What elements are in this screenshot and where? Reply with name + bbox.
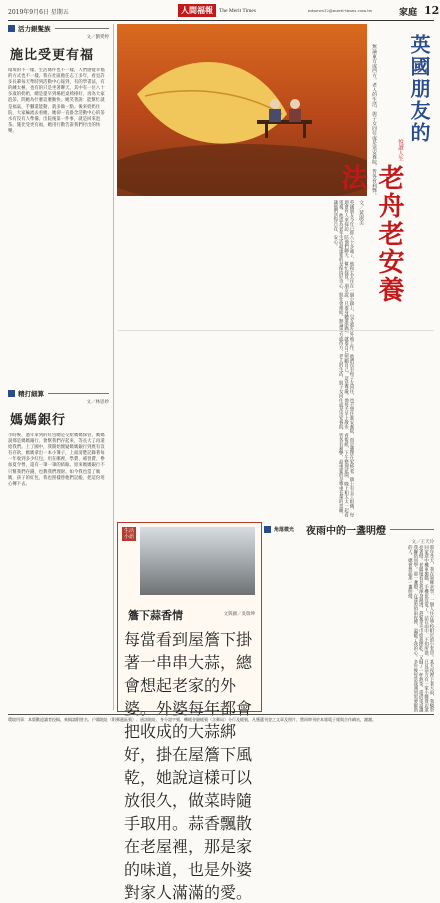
headline: 施比受更有福 (10, 48, 95, 63)
footer-notice (8, 714, 434, 729)
column-healthy-senior (8, 24, 109, 386)
section-marker-icon (8, 25, 15, 32)
section-marker-icon (8, 390, 15, 397)
sidebar-tag-line2: 小語 (124, 534, 135, 540)
footer-text: 環境用事：本版歡迎讀者投稿，來稿請附姓名、戶籍地址（附郵遞區號）、通訊地址、身分證字號、轉帳金融帳號（含郵局）分行及帳號，凡獲選刊登之文章及照片，將同時刊於本報電子報與合作網站，謝謝。 (8, 717, 376, 722)
feature-banner: 悅讀人生 (397, 139, 403, 161)
sidebar-author: 文與圖／吳瑞坤 (223, 612, 255, 617)
bottom-feature (264, 522, 434, 712)
feature-photo (117, 24, 367, 196)
page-number: 12 (424, 4, 440, 17)
sidebar-headline: 簷下蒜香情 (128, 609, 183, 622)
sidebar-tag (122, 527, 136, 541)
sidebar-photo (140, 527, 255, 595)
author-line: 文／劉愛婷 (86, 35, 109, 40)
feature-photo-illustration (117, 24, 367, 196)
bottom-headline: 夜雨中的一盞明燈 (306, 526, 387, 537)
author-line: 文／林思妙 (86, 400, 109, 405)
section-label-text: 角落微光 (274, 527, 295, 533)
masthead-url[interactable]: mtnews12@merit-times.com.tw (308, 8, 373, 13)
section-label-corner-light (264, 522, 434, 537)
sidebar-tag-line1: 生活 (124, 528, 135, 534)
section-label-budget (8, 389, 109, 398)
section-label-text: 活力銀髮族 (18, 25, 51, 33)
headline: 媽媽銀行 (10, 413, 67, 428)
article-body: 小時候，過年拿到的紅包總是交給媽媽保管，媽媽說那是媽媽銀行，會幫我們存起來，等長大了再還給我們。上了國中，我開始懷疑媽媽銀行到底有沒有存款，媽媽拿出一本小簿子，上面清楚記錄著每一年收到多少紅包，用在哪裡，學費、補習費、參加夏令營，還有一筆一筆的結餘。原來媽媽銀行不只幫我們存錢，也教我們理財。如今我也當了媽媽，孩子的紅包，我也照樣替他們記帳，把這份用心傳下去。 (8, 433, 105, 487)
feature-title-big: 老舟老安養法 (337, 164, 404, 304)
section-marker-icon (264, 526, 271, 533)
author-line: 文／王天玲 (411, 540, 434, 545)
issue-date: 2019年9月6日 星期五 (8, 9, 69, 16)
masthead-logo (178, 4, 256, 17)
logo-english: The Merit Times (219, 7, 256, 14)
masthead (8, 4, 440, 21)
article-body: 環境的不一樣，生活條件也不一樣，人們感覺幸福的方式也不一樣。我在社區擔任志工多年，看見許多長輩每天準時到活動中心報到，有的學書法，有的練太極，也有的只是坐著聊天。其中有一位八十多歲的奶奶，總是提早到場把桌椅排好，再為大家泡茶。問她為什麼這麼勤快，她笑著說：能幫忙就是福氣，手腳還能動，就多做一點。後來奶奶住院，大家輪流去看她，她卻一直掛念活動中心的茶水有沒有人準備。出院後第一件事，就是回來泡茶。施比受更有福，她用行動告訴我們付出的快樂。 (8, 68, 105, 134)
feature-author: 文／黃淑美 (358, 200, 364, 225)
section-divider (390, 529, 434, 530)
section-label-text: 精打細算 (18, 390, 44, 398)
section-label-healthy-senior (8, 24, 109, 33)
section-divider (48, 393, 109, 394)
section-divider (55, 28, 110, 29)
logo-text: 人間福報 (178, 4, 216, 17)
section-name: 家庭 (399, 8, 418, 18)
column-budget (8, 389, 109, 709)
column-divider (113, 24, 114, 710)
feature-body: 英國朋友今年已經八十多歲了，他和太太住在一個小鎮上，兒女都在外地工作。他們沒有和子女同住，也不想住進安養院，而是選擇在家終老。鎮上有志工組織，每週會有人來探訪，陪他們聊天、幫忙採買。朋友說，只要身體還能動，就要自己照顧自己，這是尊嚴。他每天早上散步、看報紙，下午整理花園，晚上和太太一起看電視。他認為老年生活最重要的是保持好奇心，與社會連結。無論東方或西方，老人的生活，與子女同住或是送安養院，皆各有利弊，最重要的是尊重長輩的意願，讓他們活得自在、安心。 (332, 200, 354, 517)
feature-title-small: 英國朋友的 (407, 34, 431, 144)
feature-body-continued (118, 330, 434, 521)
sidebar-body: 每當看到屋簷下掛著一串串大蒜，總會想起老家的外婆。外婆每年都會把收成的大蒜綁好，掛在屋簷下風乾，她說這樣可以放很久，做菜時隨手取用。蒜香飄散在老屋裡，那是家的味道，也是外婆對家人滿滿的愛。 (124, 630, 253, 902)
sidebar-box (117, 522, 262, 902)
feature-subtitle: 無論東方或西方，老人的生活，與子女同住或是送安養院，皆各有利弊。 (371, 44, 376, 198)
article-body: 那年冬天，我在異鄉求學，一個人住在學校附近的小套房。某天夜裡下著大雨，我騎車回家途中機車拋錨，手機也沒電了。站在雨中，不知所措，只見前方有一家小雜貨店還亮著燈。老闆娘看見我渾身濕透，趕緊拿毛巾給我擦乾，又倒了一杯熱茶，還借電話讓我聯絡同學。那一盞燈，在漆黑的雨夜裡，溫暖了我的心。多年後每當我遇到需要幫助的人，總會想起那一盞明燈。 (407, 545, 434, 713)
